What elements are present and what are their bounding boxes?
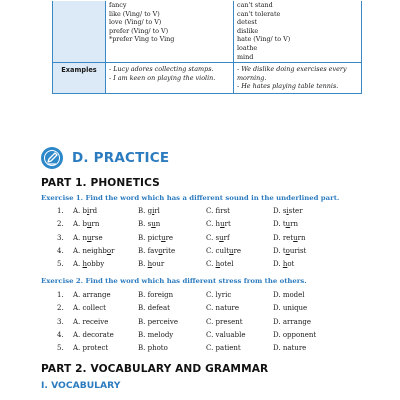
answer-option[interactable]: C. culture: [206, 246, 242, 255]
answer-option[interactable]: C. present: [206, 317, 243, 326]
question-number: 4.: [57, 330, 64, 339]
example-sentence: - I am keen on playing the violin.: [109, 73, 216, 82]
question-number: 2.: [57, 220, 64, 229]
examples-label: Examples: [53, 63, 106, 94]
answer-option[interactable]: C. nature: [206, 304, 240, 313]
exercise1-title: Exercise 1. Find the word which has a different sound in the underlined part.: [41, 194, 340, 202]
page-edge: [52, 0, 372, 1]
answer-option[interactable]: D. hot: [273, 260, 295, 269]
answer-option[interactable]: D. return: [273, 233, 306, 242]
dislike-verb: can't stand: [237, 1, 273, 9]
answer-option[interactable]: A. protect: [73, 344, 109, 353]
examples-row: [53, 63, 362, 94]
answer-option[interactable]: A. bird: [73, 207, 98, 215]
question-number: 2.: [57, 304, 64, 313]
dislike-verb: dislike: [237, 26, 259, 35]
verb-table: [52, 0, 362, 94]
answer-option[interactable]: A. burn: [73, 220, 100, 229]
dislike-verb: loathe: [237, 43, 258, 52]
like-verb: love (Ving/ to V): [109, 18, 162, 27]
like-verb: fancy: [109, 1, 127, 9]
answer-option[interactable]: C. patient: [206, 344, 241, 353]
answer-option[interactable]: B. hour: [138, 260, 165, 269]
dislike-verb: detest: [237, 18, 258, 27]
dislike-verb: mind: [237, 52, 254, 61]
answer-option[interactable]: B. perceive: [138, 317, 178, 326]
answer-option[interactable]: B. girl: [138, 207, 160, 215]
vocabulary-subtitle: I. VOCABULARY: [41, 380, 121, 391]
answer-option[interactable]: C. surf: [206, 233, 230, 242]
example-sentence: - We dislike doing exercises every morning.: [237, 65, 347, 82]
verb-list-row: [53, 1, 362, 63]
answer-option[interactable]: D. arrange: [273, 317, 311, 326]
answer-option[interactable]: D. tourist: [273, 246, 307, 255]
answer-option[interactable]: B. melody: [138, 330, 174, 339]
dislike-verb: can't tolerate: [237, 9, 281, 18]
answer-option[interactable]: B. defeat: [138, 304, 170, 313]
like-verbs-cell: [106, 1, 234, 63]
answer-option[interactable]: D. opponent: [273, 330, 317, 339]
answer-option[interactable]: A. hobby: [73, 260, 105, 269]
question-number: 3.: [57, 233, 64, 242]
pencil-icon: [41, 147, 63, 169]
answer-option[interactable]: C. hurt: [206, 220, 231, 229]
answer-option[interactable]: A. neighbor: [73, 246, 115, 255]
answer-option[interactable]: A. arrange: [73, 291, 111, 299]
dislike-verbs-cell: [234, 1, 362, 63]
answer-option[interactable]: A. collect: [73, 304, 106, 313]
like-verb: like (Ving/ to V): [109, 9, 160, 18]
like-verb: *prefer Ving to Ving: [109, 35, 175, 44]
dislike-verb: hate (Ving/ to V): [237, 35, 291, 44]
answer-option[interactable]: B. picture: [138, 233, 174, 242]
answer-option[interactable]: D. nature: [273, 344, 307, 353]
answer-option[interactable]: D. sister: [273, 207, 303, 215]
answer-option[interactable]: C. frst: [206, 207, 230, 215]
question-number: 3.: [57, 317, 64, 326]
question-number: 5.: [57, 260, 64, 269]
examples-like-cell: [106, 63, 234, 94]
example-sentence: - He hates playing table tennis.: [237, 82, 339, 91]
question-number: 1.: [57, 207, 64, 215]
answer-option[interactable]: A. nurse: [73, 233, 103, 242]
answer-option[interactable]: C. hotel: [206, 260, 234, 269]
examples-dislike-cell: [234, 63, 362, 94]
answer-option[interactable]: B. sun: [138, 220, 161, 229]
example-sentence: - Lucy adores collecting stamps.: [109, 65, 214, 74]
question-number: 4.: [57, 246, 64, 255]
table-label-cell: [53, 1, 106, 63]
answer-option[interactable]: C. valuable: [206, 330, 246, 339]
section-title: D. PRACTICE: [72, 150, 170, 166]
answer-option[interactable]: B. photo: [138, 344, 168, 353]
answer-option[interactable]: D. model: [273, 291, 305, 299]
answer-option[interactable]: B. foreign: [138, 291, 174, 299]
part2-title: PART 2. VOCABULARY AND GRAMMAR: [41, 363, 269, 375]
answer-option[interactable]: A. receive: [73, 317, 109, 326]
answer-option[interactable]: B. favorite: [138, 246, 176, 255]
question-number: 1.: [57, 291, 64, 299]
part1-title: PART 1. PHONETICS: [41, 177, 160, 189]
answer-option[interactable]: D. unique: [273, 304, 308, 313]
answer-option[interactable]: D. turn: [273, 220, 299, 229]
like-verb: prefer (Ving/ to V): [109, 26, 169, 35]
exercise2-title: Exercise 2. Find the word which has different stress from the others.: [41, 277, 307, 285]
answer-option[interactable]: A. decorate: [73, 330, 114, 339]
question-number: 5.: [57, 344, 64, 353]
answer-option[interactable]: C. lyric: [206, 291, 232, 299]
